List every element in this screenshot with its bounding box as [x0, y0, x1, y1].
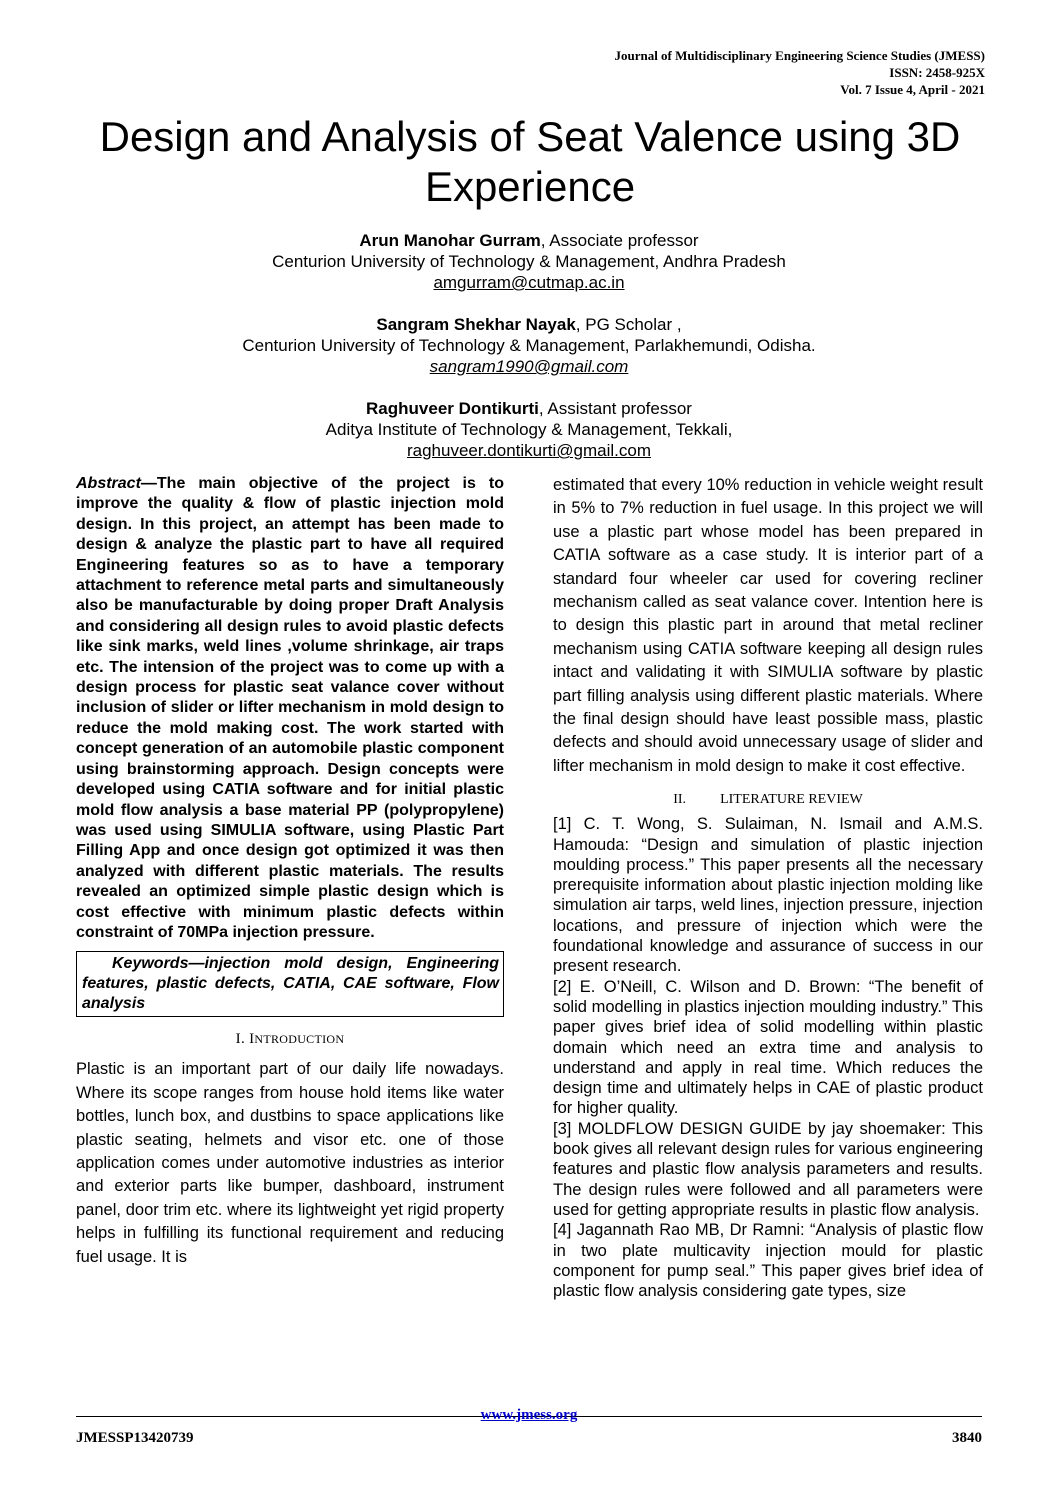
author-block [0, 230, 1058, 482]
author-affiliation: Centurion University of Technology & Management, Parlakhemundi, Odisha. [242, 336, 816, 355]
section-heading-literature: II. LITERATURE REVIEW [673, 792, 863, 808]
paper-id: JMESSP13420739 [76, 1430, 194, 1446]
author-role: , Associate professor [540, 231, 699, 250]
author-affiliation: Aditya Institute of Technology & Management, Tekkali, [325, 420, 733, 439]
abstract-label: Abstract [76, 475, 141, 492]
author-3 [0, 398, 1058, 461]
author-affiliation: Centurion University of Technology & Management, Andhra Pradesh [272, 252, 786, 271]
paper-title: Design and Analysis of Seat Valence using 3D Experience [99, 113, 961, 210]
author-role: , Assistant professor [538, 399, 692, 418]
reference-item: [2] E. O’Neill, C. Wilson and D. Brown: “The benefit of solid modelling in plastics injection moulding industry.” This paper gives brief idea of solid modelling within plastic domain which need an extra time and analysis to understand and apply in real time. Which reduces the design time and ultimately helps in CAE of plastic product for higher quality. [553, 977, 983, 1118]
journal-url-link[interactable]: www.jmess.org [480, 1407, 578, 1423]
right-column [553, 474, 983, 1301]
page-number: 3840 [952, 1430, 982, 1446]
journal-name: Journal of Multidisciplinary Engineering Science Studies (JMESS) [614, 48, 985, 63]
reference-item: [1] C. T. Wong, S. Sulaiman, N. Ismail and A.M.S. Hamouda: “Design and simulation of plastic injection moulding process.” This paper presents all the necessary prerequisite information about plastic injection molding like simulation air tarps, weld lines, injection pressure, injection locations, and pressure of injection which were the foundational knowledge and assurance of success in our present research. [553, 815, 983, 976]
author-name: Sangram Shekhar Nayak [376, 315, 576, 334]
volume-issue: Vol. 7 Issue 4, April - 2021 [840, 82, 985, 97]
reference-item: [3] MOLDFLOW DESIGN GUIDE by jay shoemaker: This book gives all relevant design rules for various engineering features and plastic flow analysis parameters and results. The design rules were followed and all parameters were used for getting appropriate results in plastic flow analysis. [553, 1119, 983, 1219]
author-name: Arun Manohar Gurram [359, 231, 541, 250]
section-heading-introduction: I. INTRODUCTION [235, 1031, 345, 1048]
introduction-continued: estimated that every 10% reduction in vehicle weight result in 5% to 7% reduction in fuel usage. In this project we will use a plastic part whose model has been prepared in CATIA software as a case study. It is interior part of a standard four wheeler car used for covering recliner mechanism called as seat valance cover. Intention here is to design this plastic part in around that metal recliner mechanism using CATIA software keeping all design rules intact and validating it with SIMULIA software by plastic part filling analysis using different plastic materials. Where the final design should have least possible mass, plastic defects and should avoid unnecessary usage of slider and lifter mechanism in mold design to make it cost effective. [553, 476, 983, 775]
author-1 [0, 230, 1058, 293]
abstract-text: —The main objective of the project is to improve the quality & flow of plastic injection mold design. In this project, an attempt has been made to design & analyze the plastic part to have all required Engineering features so as to have a temporary attachment to reference metal parts and simultaneously also be manufacturable by doing proper Draft Analysis and considering all design rules to avoid plastic defects like sink marks, weld lines ,volume shrinkage, air traps etc. The intension of the project was to come up with a design process for plastic seat valance cover without inclusion of slider or lifter mechanism in mold design to reduce the mold making cost. The work started with concept generation of an automobile plastic component using brainstorming approach. Design concepts were developed using CATIA software and for initial plastic mold flow analysis a base material PP (polypropylene) was used using SIMULIA software, using Plastic Part Filling App and once design got optimized it was then analyzed with different plastic materials. The results revealed an optimized simple plastic design which is cost effective with minimum plastic defects within constraint of 70MPa injection pressure. [76, 475, 504, 941]
author-name: Raghuveer Dontikurti [366, 399, 539, 418]
keywords-box [76, 951, 504, 1017]
author-email-link[interactable]: amgurram@cutmap.ac.in [433, 273, 625, 292]
author-role: , PG Scholar , [575, 315, 682, 334]
introduction-paragraph: Plastic is an important part of our daily life nowadays. Where its scope ranges from house hold items like water bottles, lunch box, and dustbins to space applications like plastic seating, helmets and visor etc. one of those application comes under automotive industries as interior and exterior parts like bumper, dashboard, instrument panel, door trim etc. where its lightweight yet rigid property helps in fulfilling its functional requirement and reducing fuel usage. It is [76, 1060, 504, 1266]
keywords-label: Keywords [112, 955, 189, 973]
author-email-link[interactable]: raghuveer.dontikurti@gmail.com [406, 441, 652, 460]
author-email-link[interactable]: sangram1990@gmail.com [429, 357, 629, 376]
author-2 [0, 314, 1058, 377]
reference-item: [4] Jagannath Rao MB, Dr Ramni: “Analysis of plastic flow in two plate multicavity injection mould for plastic component for pump seal.” This paper gives brief idea of plastic flow analysis considering gate types, size [553, 1221, 983, 1301]
left-column [76, 474, 504, 1269]
issn: ISSN: 2458-925X [889, 65, 985, 80]
keywords-text: —injection mold design, Engineering features, plastic defects, CATIA, CAE software, Flow analysis [82, 955, 499, 1013]
abstract [76, 474, 504, 943]
journal-header [614, 47, 985, 98]
